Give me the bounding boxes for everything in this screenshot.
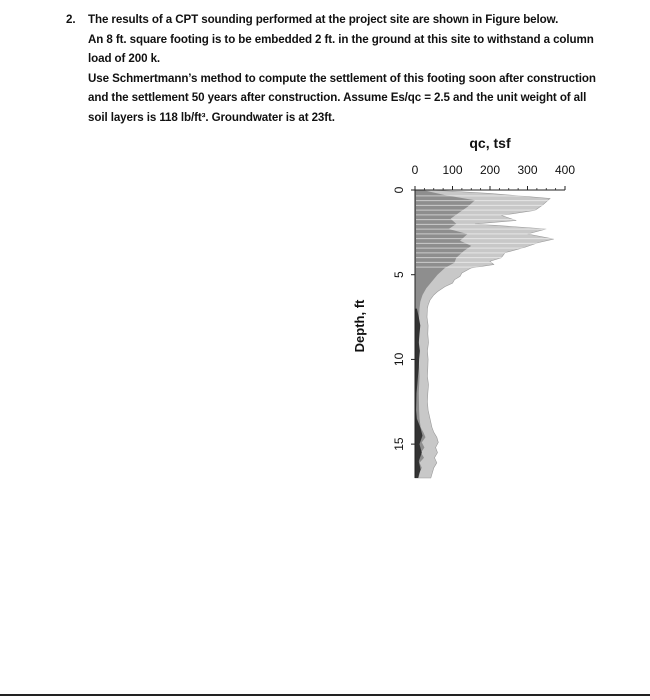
chart-fills [415, 190, 565, 478]
problem-line: load of 200 k. [88, 52, 161, 65]
bottom-divider [0, 694, 650, 696]
x-axis-tick-label: 300 [517, 163, 538, 177]
cpt-figure [340, 128, 620, 488]
problem-number: 2. [66, 13, 76, 26]
y-axis-tick-label: 10 [392, 352, 406, 367]
x-axis-tick-label: 0 [411, 163, 419, 177]
problem-line: and the settlement 50 years after construction. Assume Es/qc = 2.5 and the unit weight of all [88, 91, 587, 104]
problem-line: soil layers is 118 lb/ft³. Groundwater is at 23ft. [88, 110, 335, 124]
x-axis-tick-label: 400 [554, 163, 576, 177]
y-axis-tick-label: 5 [392, 271, 406, 279]
y-axis-tick-label: 0 [392, 186, 406, 194]
x-axis-tick-label: 200 [479, 163, 501, 177]
problem-text [66, 10, 636, 127]
problem-body [88, 10, 636, 127]
problem-line: An 8 ft. square footing is to be embedded 2 ft. in the ground at this site to withstand a column [88, 32, 594, 46]
problem-line: The results of a CPT sounding performed at the project site are shown in Figure below. [88, 13, 559, 26]
cpt-chart [340, 128, 620, 488]
x-axis-title: qc, tsf [469, 135, 511, 151]
x-axis-tick-label: 100 [442, 163, 463, 177]
y-axis-tick-label: 15 [392, 437, 406, 451]
y-axis-title: Depth, ft [352, 299, 367, 353]
problem-line: Use Schmertmann’s method to compute the settlement of this footing soon after construction [88, 71, 596, 85]
